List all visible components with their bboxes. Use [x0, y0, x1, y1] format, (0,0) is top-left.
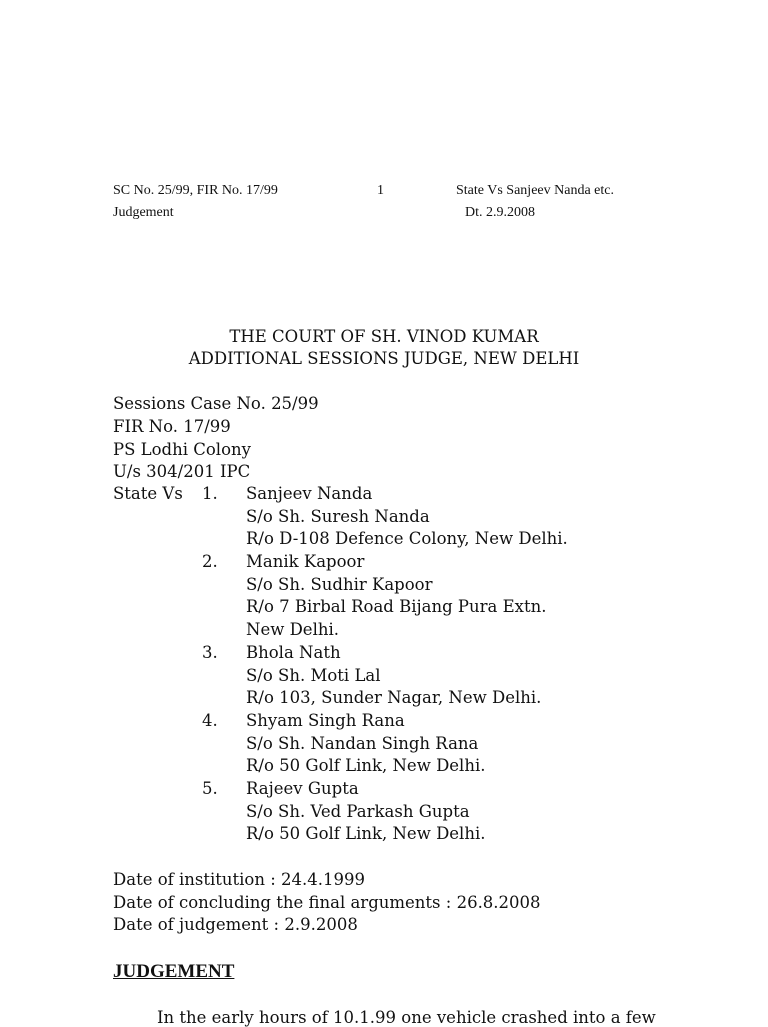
sessions-case-no: Sessions Case No. 25/99	[113, 394, 319, 413]
body-paragraph: In the early hours of 10.1.99 one vehicle crashed into a few	[157, 1008, 656, 1027]
header-parties: State Vs Sanjeev Nanda etc.	[456, 183, 614, 198]
accused-address: R/o 50 Golf Link, New Delhi.	[246, 824, 486, 844]
state-label: State Vs	[113, 484, 183, 503]
list-item	[113, 779, 713, 802]
accused-name: Manik Kapoor	[246, 552, 365, 572]
accused-name: Bhola Nath	[246, 642, 341, 662]
accused-parent: S/o Sh. Sudhir Kapoor	[246, 574, 433, 594]
accused-number: 3.	[202, 642, 218, 662]
accused-parent: S/o Sh. Suresh Nanda	[246, 506, 430, 526]
accused-address: R/o D-108 Defence Colony, New Delhi.	[246, 529, 568, 549]
accused-number: 5.	[202, 778, 218, 798]
sections: U/s 304/201 IPC	[113, 462, 251, 481]
header-case-ref: SC No. 25/99, FIR No. 17/99	[113, 183, 278, 198]
date-of-institution: Date of institution : 24.4.1999	[113, 870, 366, 889]
accused-parent: S/o Sh. Ved Parkash Gupta	[246, 801, 470, 821]
accused-name: Shyam Singh Rana	[246, 710, 405, 730]
accused-parent: S/o Sh. Nandan Singh Rana	[246, 733, 479, 753]
accused-list	[113, 484, 713, 847]
header-page-number: 1	[377, 183, 384, 198]
court-title-line1: THE COURT OF SH. VINOD KUMAR	[229, 327, 539, 346]
accused-parent: S/o Sh. Moti Lal	[246, 665, 381, 685]
section-heading: JUDGEMENT	[113, 961, 235, 982]
header-date: Dt. 2.9.2008	[465, 205, 535, 220]
list-item	[113, 711, 713, 734]
accused-address: R/o 7 Birbal Road Bijang Pura Extn.	[246, 597, 547, 617]
accused-address: R/o 50 Golf Link, New Delhi.	[246, 756, 486, 776]
accused-number: 2.	[202, 552, 218, 572]
accused-name: Rajeev Gupta	[246, 778, 359, 798]
date-of-judgement: Date of judgement : 2.9.2008	[113, 915, 358, 935]
accused-address-cont: New Delhi.	[246, 620, 339, 640]
accused-number: 1.	[202, 484, 218, 503]
case-dates	[113, 870, 541, 938]
accused-address: R/o 103, Sunder Nagar, New Delhi.	[246, 688, 542, 708]
header-doc-type: Judgement	[113, 205, 174, 220]
fir-no: FIR No. 17/99	[113, 417, 231, 436]
list-item	[113, 643, 713, 666]
list-item	[113, 484, 713, 507]
court-title-line2: ADDITIONAL SESSIONS JUDGE, NEW DELHI	[188, 349, 580, 368]
date-of-final-arguments: Date of concluding the final arguments : 26.8.2008	[113, 892, 541, 912]
accused-number: 4.	[202, 710, 218, 730]
list-item	[113, 552, 713, 575]
accused-name: Sanjeev Nanda	[246, 484, 373, 503]
police-station: PS Lodhi Colony	[113, 440, 251, 459]
